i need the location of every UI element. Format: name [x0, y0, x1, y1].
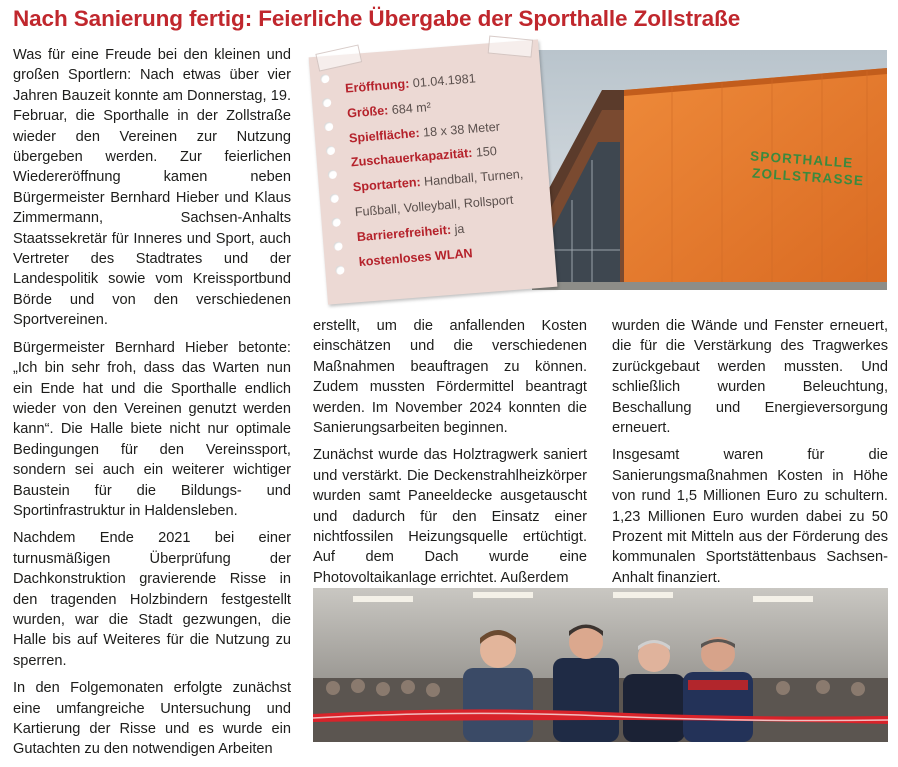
article-column-1: [13, 45, 291, 767]
fact-key: Sportarten:: [352, 175, 422, 195]
fact-key: Zuschauerkapazität:: [350, 146, 473, 170]
fact-sheet-note: [309, 39, 558, 304]
fact-value: 18 x 38 Meter: [418, 119, 501, 140]
article-headline: Nach Sanierung fertig: Feierliche Übergabe der Sporthalle Zollstraße: [13, 6, 741, 31]
sports-hall-photo: [532, 50, 887, 290]
article-column-3: [612, 316, 888, 595]
tape-strip: [488, 35, 534, 57]
facts-list: [344, 62, 551, 275]
paragraph: [612, 445, 888, 588]
paragraph-text: Was für eine Freude bei den kleinen und großen Sportlern: Nach etwas über vier Jahren Bauzeit konnte am Donnerstag, 19. Februar, die Sporthalle in der Zollstraße wieder den Vereinen zur Nutzung übergeben werden. Zur feierlichen Wiedereröffnung kamen neben Bürgermeister Bernhard Hieber und Klaus Zimmermann, Sachsen-Anhalts Staatssekretär für Inneres und Sport, auch Vertreter des Stadtrates und der Landespolitik sowie vom Kreissportbund Börde und von den verschiedenen Sportvereinen.: [13, 47, 291, 329]
paragraph-text: In den Folgemonaten erfolgte zunächst eine umfangreiche Untersuchung und Kartierung der Risse und es wurde ein Gutachten zu den notwendigen Arbeiten: [13, 680, 291, 758]
ribbon-cutting-illustration: [313, 588, 888, 742]
fact-key: Spielfläche:: [348, 125, 421, 146]
paragraph: [13, 678, 291, 760]
ribbon-cutting-photo: [313, 588, 888, 742]
fact-value: ja: [450, 221, 465, 237]
paragraph-text: Bürgermeister Bernhard Hieber betonte: „Ich bin sehr froh, dass das Warten nun ein Ende hat und die Sporthalle endlich wieder von den Vereinen genutzt werden kann“. Die Halle biete nicht nur optimale Bedingungen für den Vereinssport, sondern sei auch ein weiterer wichtiger Baustein für die Bildungs- und Sportinfrastruktur in Haldensleben.: [13, 339, 291, 519]
paragraph: [13, 45, 291, 331]
fact-key: kostenloses WLAN: [358, 245, 474, 269]
paragraph: [13, 528, 291, 671]
fact-value: Fußball, Volleyball, Rollsport: [354, 192, 514, 220]
fact-key: Größe:: [346, 103, 389, 121]
paragraph-text: Zunächst wurde das Holztragwerk saniert und verstärkt. Die Deckenstrahlheizkörper wurden samt Paneeldecke ausgetauscht und dadurch für den Einsatz einer nichtfossilen Heizungsquelle ertüchtigt. Auf dem Dach wurde eine Photovoltaikanlage errichtet. Außerdem: [313, 447, 587, 586]
fact-value: 684 m²: [387, 99, 432, 118]
hall-sign-line-1: SPORTHALLE: [749, 148, 854, 171]
paragraph: [612, 316, 888, 438]
paragraph-text: Insgesamt waren für die Sanierungsmaßnahmen Kosten in Höhe von rund 1,5 Millionen Euro zu schultern. 1,23 Millionen Euro wurden dabei zu 50 Prozent mit Mitteln aus der Förderung des kommunalen Sportstättenbaus Sachsen-Anhalt finanziert.: [612, 447, 888, 586]
paragraph: [313, 316, 587, 438]
sports-hall-illustration: [532, 50, 887, 290]
paragraph-text: wurden die Wände und Fenster erneuert, die für die Verstärkung des Tragwerkes zurückgebaut werden mussten. Und schließlich wurden Beleuchtung, Beschallung und Energieversorgung erneuert.: [612, 318, 888, 437]
fact-value: Handball, Turnen,: [420, 167, 524, 190]
article-column-2: [313, 316, 587, 595]
hall-sign-line-2: ZOLLSTRASSE: [751, 165, 865, 189]
fact-value: 01.04.1981: [408, 71, 477, 91]
paragraph: [313, 445, 587, 588]
fact-value: 150: [471, 144, 498, 161]
paragraph: [13, 338, 291, 522]
tape-strip: [315, 44, 362, 71]
paragraph-text: erstellt, um die anfallenden Kosten einschätzen und die verschiedenen Maßnahmen beauftragen zu können. Zudem mussten Fördermittel beantragt werden. Im November 2024 konnten die Sanierungsarbeiten beginnen.: [313, 318, 587, 437]
fact-key: Barrierefreiheit:: [356, 222, 452, 244]
fact-key: Eröffnung:: [344, 76, 410, 96]
paragraph-text: Nachdem Ende 2021 bei einer turnusmäßigen Überprüfung der Dachkonstruktion gravierende Risse in den tragenden Holzbindern festgestellt wurden, war die Stadt gezwungen, die Halle bis auf Weiteres für die Nutzung zu sperren.: [13, 530, 291, 669]
